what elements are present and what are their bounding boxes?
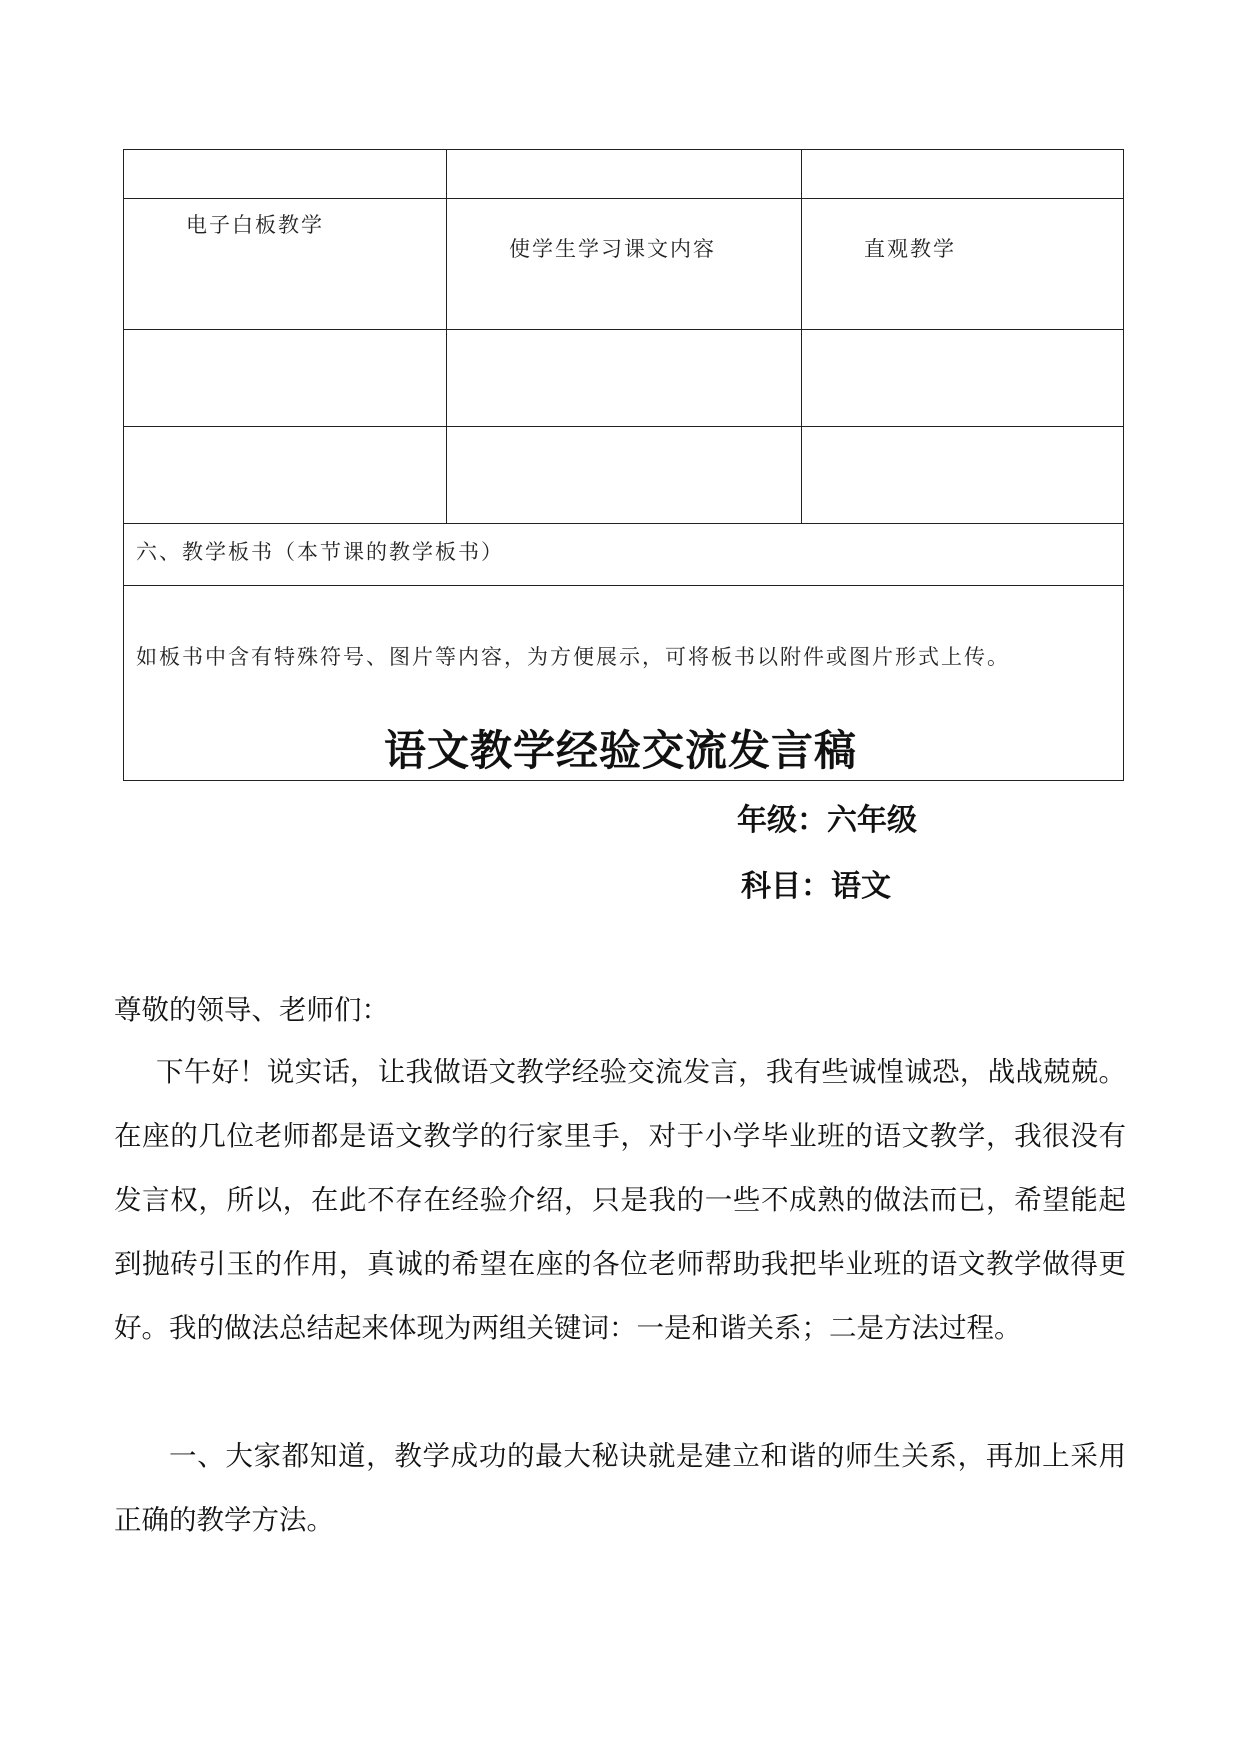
table-cell (802, 150, 1124, 199)
table-cell (447, 150, 802, 199)
table-cell (802, 330, 1124, 427)
table-cell-purpose: 使学生学习课文内容 (447, 199, 802, 330)
table-cell (124, 150, 447, 199)
table-row (124, 330, 1124, 427)
grade-label: 年级：六年级 (737, 803, 917, 838)
table-cell (802, 427, 1124, 524)
table-cell-effect: 直观教学 (802, 199, 1124, 330)
table-cell (124, 330, 447, 427)
table-row (124, 524, 1124, 586)
section-note: 如板书中含有特殊符号、图片等内容，为方便展示，可将板书以附件或图片形式上传。 (124, 586, 1124, 781)
paragraph: 下午好！说实话，让我做语文教学经验交流发言，我有些诚惶诚恐，战战兢兢。在座的几位老师都是语文教学的行家里手，对于小学毕业班的语文教学，我很没有发言权，所以，在此不存在经验介绍，只是我的一些不成熟的做法而已，希望能起到抛砖引玉的作用，真诚的希望在座的各位老师帮助我把毕业班的语文教学做得更好。我的做法总结起来体现为两组关键词：一是和谐关系；二是方法过程。 (114, 1056, 1126, 1344)
paragraph: 一、大家都知道，教学成功的最大秘诀就是建立和谐的师生关系，再加上采用正确的教学方法。 (114, 1440, 1126, 1536)
table-row (124, 199, 1124, 330)
salutation: 尊敬的领导、老师们： (114, 994, 389, 1026)
table-cell (447, 427, 802, 524)
table-cell (124, 427, 447, 524)
table-cell-method: 电子白板教学 (124, 199, 447, 330)
subject-label: 科目：语文 (741, 869, 891, 904)
article-title: 语文教学经验交流发言稿 (383, 726, 857, 775)
table-cell (447, 330, 802, 427)
teaching-plan-table (123, 149, 1124, 781)
table-row (124, 150, 1124, 199)
table-row (124, 427, 1124, 524)
section-heading: 六、教学板书（本节课的教学板书） (124, 524, 1124, 586)
